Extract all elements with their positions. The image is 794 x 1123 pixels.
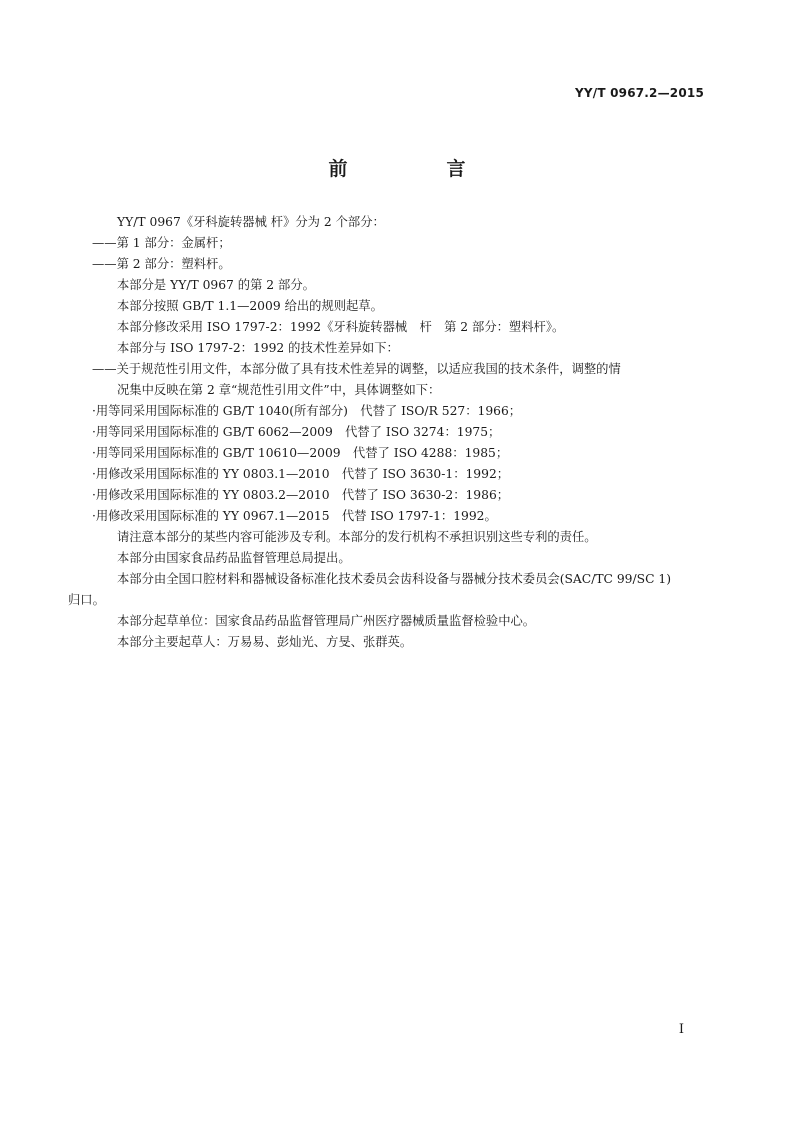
paragraph-drafting-unit: 本部分起草单位：国家食品药品监督管理局广州医疗器械质量监督检验中心。: [117, 614, 536, 628]
list-item-ref-2: ·用等同采用国际标准的 GB/T 6062—2009 代替了 ISO 3274：1975；: [92, 425, 501, 439]
paragraph-this-part: 本部分是 YY/T 0967 的第 2 部分。: [117, 278, 315, 292]
paragraph-parts-intro: YY/T 0967《牙科旋转器械 杆》分为 2 个部分：: [117, 215, 385, 229]
paragraph-technical-committee-cont: 归口。: [68, 593, 105, 607]
paragraph-drafters: 本部分主要起草人：万易易、彭灿光、方旻、张群英。: [117, 635, 413, 649]
paragraph-technical-committee: 本部分由全国口腔材料和器械设备标准化技术委员会齿科设备与器械分技术委员会(SAC/TC 99/SC 1): [117, 572, 672, 586]
paragraph-adoption: 本部分修改采用 ISO 1797-2：1992《牙科旋转器械 杆 第 2 部分：塑料杆》。: [117, 320, 565, 334]
list-item-ref-4: ·用修改采用国际标准的 YY 0803.1—2010 代替了 ISO 3630-1：1992；: [92, 467, 510, 481]
list-item-ref-3: ·用等同采用国际标准的 GB/T 10610—2009 代替了 ISO 4288：1985；: [92, 446, 509, 460]
paragraph-differences-intro: 本部分与 ISO 1797-2：1992 的技术性差异如下：: [117, 341, 399, 355]
paragraph-normative-refs-line1: ——关于规范性引用文件，本部分做了具有技术性差异的调整，以适应我国的技术条件，调整的情: [92, 362, 621, 376]
foreword-body: [68, 212, 706, 653]
list-item-ref-6: ·用修改采用国际标准的 YY 0967.1—2015 代替 ISO 1797-1：1992。: [92, 509, 497, 523]
paragraph-proposed-by: 本部分由国家食品药品监督管理总局提出。: [117, 551, 351, 565]
list-item-ref-1: ·用等同采用国际标准的 GB/T 1040(所有部分) 代替了 ISO/R 527：1966；: [92, 404, 522, 418]
list-item-part-1: ——第 1 部分：金属杆；: [92, 236, 231, 250]
paragraph-patent-notice: 请注意本部分的某些内容可能涉及专利。本部分的发行机构不承担识别这些专利的责任。: [117, 530, 597, 544]
paragraph-normative-refs-line2: 况集中反映在第 2 章“规范性引用文件”中，具体调整如下：: [117, 383, 441, 397]
page-number: I: [678, 1022, 684, 1037]
list-item-ref-5: ·用修改采用国际标准的 YY 0803.2—2010 代替了 ISO 3630-2：1986；: [92, 488, 510, 502]
paragraph-drafting-rules: 本部分按照 GB/T 1.1—2009 给出的规则起草。: [117, 299, 383, 313]
page-title: 前 言: [328, 158, 506, 180]
document-code: YY/T 0967.2—2015: [574, 86, 704, 100]
list-item-part-2: ——第 2 部分：塑料杆。: [92, 257, 231, 271]
